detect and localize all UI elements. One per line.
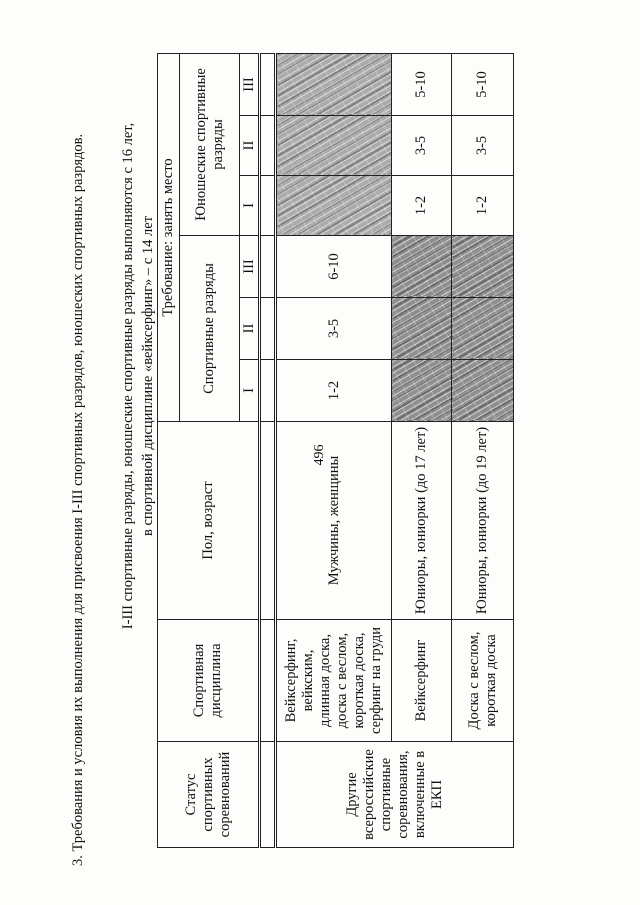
rank-i-cell-shaded — [392, 360, 452, 422]
header-youth-ii: II — [240, 116, 260, 176]
header-youth-ranks: Юношеские спортивные разряды — [180, 54, 240, 236]
column-number — [260, 298, 276, 360]
table-row — [392, 54, 452, 848]
youth-i-cell: 1-2 — [392, 176, 452, 236]
column-number — [260, 176, 276, 236]
rank-iii-cell-shaded — [392, 236, 452, 298]
youth-i-cell-shaded — [276, 176, 392, 236]
youth-iii-cell: 5-10 — [392, 54, 452, 116]
page-number: 496 — [312, 444, 327, 466]
rank-i-cell-shaded — [452, 360, 514, 422]
header-rank-i: I — [240, 360, 260, 422]
header-sport-ranks: Спортивные разряды — [180, 236, 240, 422]
rank-i-cell: 1-2 — [276, 360, 392, 422]
rank-ii-cell-shaded — [392, 298, 452, 360]
gender-age-cell: Мужчины, женщины — [276, 422, 392, 620]
youth-ii-cell: 3-5 — [392, 116, 452, 176]
youth-iii-cell: 5-10 — [452, 54, 514, 116]
column-number — [260, 422, 276, 620]
gender-age-cell: Юниоры, юниорки (до 19 лет) — [452, 422, 514, 620]
youth-iii-cell-shaded — [276, 54, 392, 116]
header-requirement: Требование: занять место — [158, 54, 180, 422]
table-subtitle — [118, 26, 158, 726]
rank-ii-cell: 3-5 — [276, 298, 392, 360]
column-number — [260, 54, 276, 116]
youth-i-cell: 1-2 — [452, 176, 514, 236]
youth-ii-cell: 3-5 — [452, 116, 514, 176]
discipline-cell: Доска с веслом, короткая доска — [452, 620, 514, 742]
rank-iii-cell: 6-10 — [276, 236, 392, 298]
discipline-cell: Вейксерфинг — [392, 620, 452, 742]
table-row — [276, 54, 392, 848]
header-discipline: Спортивная дисциплина — [158, 620, 260, 742]
header-gender-age: Пол, возраст — [158, 422, 260, 620]
column-number — [260, 236, 276, 298]
column-number — [260, 116, 276, 176]
gender-age-cell: Юниоры, юниорки (до 17 лет) — [392, 422, 452, 620]
subtitle-line-1: I-III спортивные разряды, юношеские спортивные разряды выполняются с 16 лет, — [120, 122, 136, 630]
column-number — [260, 742, 276, 848]
header-youth-iii: III — [240, 54, 260, 116]
section-heading: 3. Требования и условия их выполнения для присвоения I-III спортивных разрядов, юношеских спортивных разрядов. — [70, 133, 86, 866]
discipline-cell: Вейксерфинг, вейкским, длинная доска, доска с веслом, короткая доска, серфинг на груди — [276, 620, 392, 742]
status-cell: Другие всероссийские спортивные соревнования, включенные в ЕКП — [276, 742, 514, 848]
header-status: Статус спортивных соревнований — [158, 742, 260, 848]
column-number — [260, 360, 276, 422]
rank-ii-cell-shaded — [452, 298, 514, 360]
column-number — [260, 620, 276, 742]
rank-requirements-table — [157, 53, 514, 848]
header-youth-i: I — [240, 176, 260, 236]
header-rank-iii: III — [240, 236, 260, 298]
header-rank-ii: II — [240, 298, 260, 360]
subtitle-line-2: в спортивной дисциплине «вейксерфинг» – с 14 лет — [140, 216, 156, 536]
table-row — [452, 54, 514, 848]
rank-iii-cell-shaded — [452, 236, 514, 298]
youth-ii-cell-shaded — [276, 116, 392, 176]
rotated-content — [14, 16, 604, 876]
